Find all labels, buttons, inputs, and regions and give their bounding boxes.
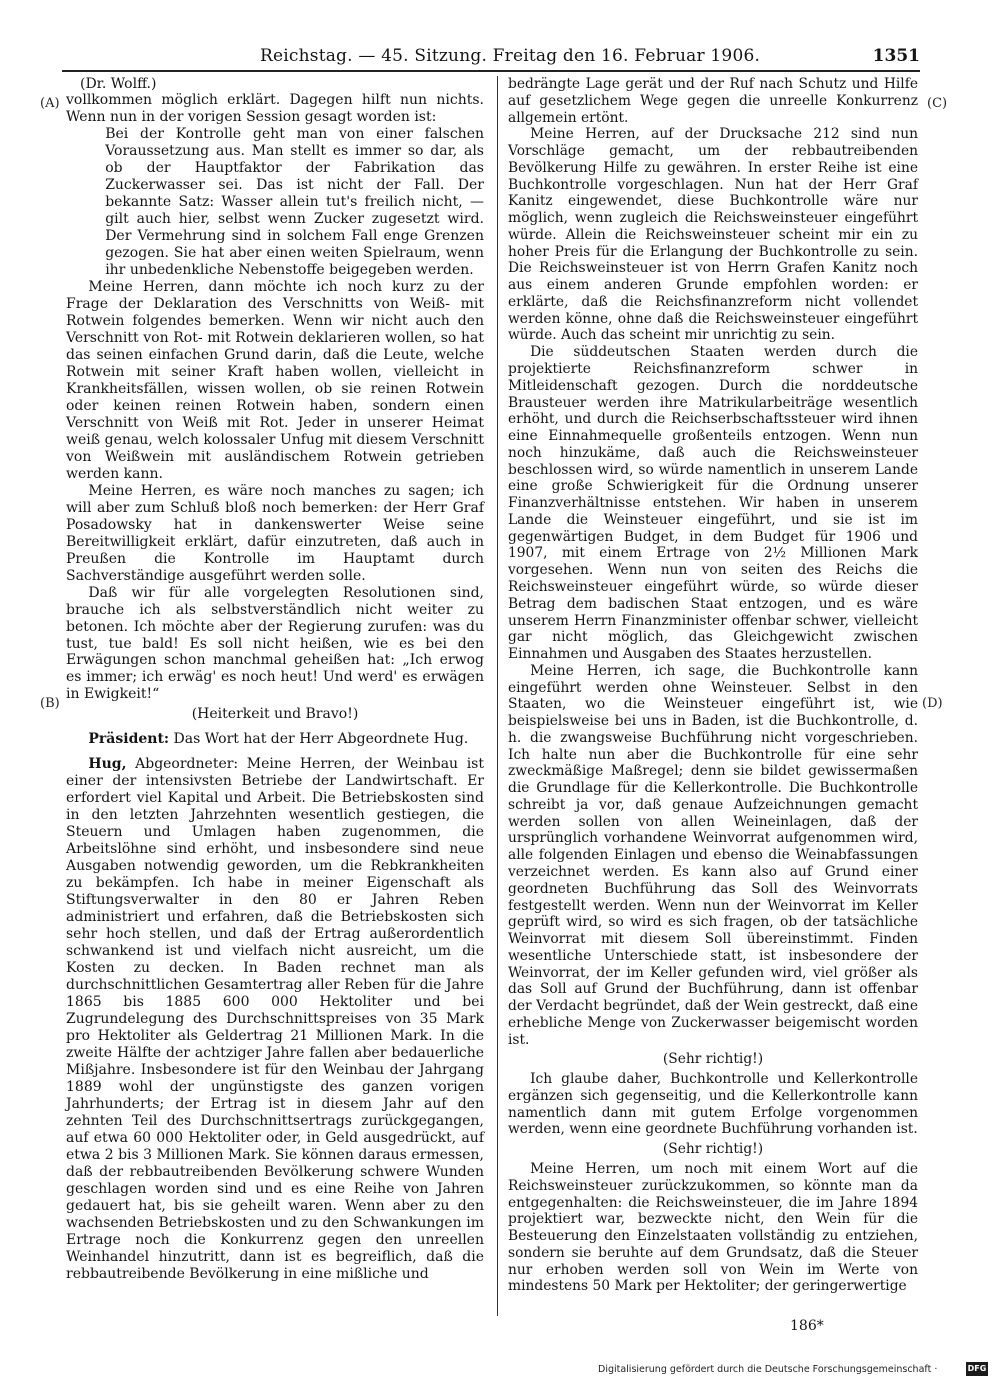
paragraph-text: Das Wort hat der Herr Abgeordnete Hug. [169,731,469,748]
margin-mark-a: (A) [40,96,60,111]
right-paragraphs [508,76,918,1295]
margin-mark-d: (D) [922,696,943,711]
margin-mark-b: (B) [40,696,60,711]
paragraph-text: (Sehr richtig!) [662,1141,764,1158]
right-column-paragraph [508,76,918,126]
speaker-name: Hug, [88,756,127,773]
paragraph-text: Meine Herren, es wäre noch manches zu sagen; ich will aber zum Schluß bloß noch bemerken: der Herr Graf Posadowsky hat in dankenswerter Weise seine Bereitwilligkeit erklärt, dafür einzutreten, daß auch in Preußen die Kontrolle im Hauptamt durch Sachverständige ausgeführt werden solle. [66,482,484,584]
left-paragraphs [66,92,484,1283]
paragraph-text: vollkommen möglich erklärt. Dagegen hilft nun nichts. Wenn nun in der vorigen Session gesagt worden ist: [66,92,484,125]
paragraph-text: Meine Herren, ich sage, die Buchkontrolle kann eingeführt werden ohne Weinsteuer. Selbst in den Staaten, wo die Weinsteuer eingeführt ist, wie beispielsweise bei uns in Baden, ist die Buchkontrolle, d. h. die zwangsweise Buchführung nicht vorgeschrieben. Ich halte nun aber die Buchkontrolle für eine sehr zweckmäßige Maßregel; denn sie bildet gewissermaßen die Grundlage für die Kellerkontrolle. Die Buchkontrolle schreibt ja vor, daß genaue Aufzeichnungen gemacht werden sollen von allen Weineinlagen, daß der ursprünglich vorhandene Weinvorrat aufgenommen wird, alle folgenden Einlagen und ebenso die Weinabfassungen verzeichnet werden. Es kann also auf Grund einer geordneten Buchführung das Soll des Weinvorrats festgestellt werden. Wenn nun der Weinvorrat im Keller geprüft wird, so wird es sich fragen, ob der tatsächliche Weinvorrat mit diesem Soll übereinstimmt. Finden wesentliche Unterschiede statt, ist insbesondere der Weinvorrat, der im Keller gefunden wird, viel größer als das Soll auf Grund der Buchführung, dann ist offenbar der Verdacht begründet, daß der Wein gestreckt, daß eine erhebliche Menge von Zuckerwasser beigemischt worden ist. [508,662,918,1048]
paragraph-text: bedrängte Lage gerät und der Ruf nach Schutz und Hilfe auf gesetzlichem Wege gegen die unreelle Konkurrenz allgemein ertönt. [508,76,918,126]
paragraph-text: Meine Herren, auf der Drucksache 212 sind nun Vorschläge gemacht, um der rebbautreibenden Bevölkerung Hilfe zu gewähren. In erster Reihe ist eine Buchkontrolle vorgeschlagen. Nun hat der Herr Graf Kanitz eingewendet, diese Buchkontrolle wäre nur möglich, wenn zugleich die Reichsweinsteuer eingeführt würde. Allein die Reichsweinsteuer scheint mir ein zu hoher Preis für die Erlangung der Buchkontrolle zu sein. Die Reichsweinsteuer ist von Herrn Grafen Kanitz noch aus einem anderen Grunde empfohlen worden: er erklärte, daß die Reichsfinanzreform nicht vollendet werden könne, ohne daß die Reichsweinsteuer eingeführt würde. Auch das scheint mir unrichtig zu sein. [508,126,918,344]
paragraph-text: Ich glaube daher, Buchkontrolle und Kellerkontrolle ergänzen sich gegenseitig, und die Kellerkontrolle kann namentlich dann mit gutem Erfolge vorgenommen werden, wenn eine geordnete Buchführung vorhanden ist. [508,1071,918,1138]
speaker-tag: (Dr. Wolff.) [80,76,157,92]
paragraph-text: Meine Herren, um noch mit einem Wort auf die Reichsweinsteuer zurückzukommen, so könnte man da entgegenhalten: die Reichsweinsteuer, die im Jahre 1894 projektiert war, bezweckte nicht, den Wein für die Besteuerung den Einzelstaaten vollständig zu entziehen, sondern sie beruhte auf dem Grundsatz, daß die Steuer nur erhoben werden soll von Wein im Werte von mindestens 50 Mark per Hektoliter; der geringerwertige [508,1161,918,1295]
right-column-paragraph [508,1071,918,1138]
right-column-paragraph [508,344,918,663]
signature-mark: 186* [790,1318,824,1334]
left-column-paragraph [66,92,484,126]
left-column-paragraph [66,756,484,1283]
right-column-paragraph [508,1051,918,1068]
margin-mark-c: (C) [927,96,948,111]
left-column-paragraph [66,585,484,704]
right-column-paragraph [508,663,918,1049]
left-column-paragraph [66,706,484,723]
page-header [60,46,920,72]
column-divider [497,76,498,1316]
left-column-paragraph [66,279,484,483]
speaker-name: Präsident: [88,731,170,748]
left-column-paragraph [66,483,484,585]
right-column-paragraph [508,126,918,344]
left-column [66,76,484,1283]
right-column-paragraph [508,1161,918,1295]
paragraph-text: Bei der Kontrolle geht man von einer falschen Voraussetzung aus. Man stellt es immer so dar, als ob der Hauptfaktor der Fabrikation das Zuckerwasser sei. Das ist nicht der Fall. Der bekannte Satz: Wasser allein tut's freilich nicht, — gilt auch hier, selbst wenn Zucker zugesetzt wird. Der Vermehrung sind in solchem Fall enge Grenzen gezogen. Sie hat aber einen weiten Spielraum, wenn ihr unbedenkliche Nebenstoffe beigegeben werden. [105,125,484,278]
running-title: Reichstag. — 45. Sitzung. Freitag den 16. Februar 1906. [260,46,761,66]
left-column-paragraph [66,731,484,748]
dfg-logo-icon: DFG [966,1362,988,1376]
left-column-paragraph [105,126,484,279]
paragraph-text: (Heiterkeit und Bravo!) [191,706,359,723]
header-rule [62,70,920,72]
right-column-paragraph [508,1141,918,1158]
page-number: 1351 [872,46,920,66]
footer-credit: Digitalisierung gefördert durch die Deutsche Forschungsgemeinschaft · [598,1364,938,1375]
paragraph-text: Abgeordneter: Meine Herren, der Weinbau ist einer der intensivsten Betriebe der Landwirtschaft. Er erfordert viel Kapital und Arbeit. Die Betriebskosten sind in den letzten Jahrzehnten wesentlich gestiegen, die Steuern und Umlagen haben zugenommen, die Arbeitslöhne sind erhöht, und insbesondere sind neue Ausgaben notwendig geworden, um die Rebkrankheiten zu bekämpfen. Ich habe in meiner Eigenschaft als Stiftungsverwalter in den 80 er Jahren Reben administriert und erfahren, daß die Betriebskosten sich sehr hoch stellen, und daß der Ertrag außerordentlich schwankend ist und vielfach nicht ausreicht, um die Kosten zu decken. In Baden rechnet man als durchschnittlichen Gesamtertrag aller Reben für die Jahre 1865 bis 1885 600 000 Hektoliter und bei Zugrundelegung des Durchschnittspreises von 35 Mark pro Hektoliter als Geldertrag 21 Millionen Mark. In die zweite Hälfte der achtziger Jahre fallen aber bedauerliche Mißjahre. Insbesondere ist für den Weinbau der Jahrgang 1889 wohl der ungünstigste des ganzen vorigen Jahrhunderts; der Ertrag ist in diesem Jahr auf den zehnten Teil des Durchschnittsertrags zurückgegangen, auf etwa 60 000 Hektoliter oder, in Geld ausgedrückt, auf etwa 2 bis 3 Millionen Mark. Sie können daraus ermessen, daß der rebbautreibenden Bevölkerung schwere Wunden geschlagen worden sind und es eine Reihe von Jahren gedauert hat, bis sie geheilt waren. Wenn aber zu den wachsenden Betriebskosten und zu den Schwankungen im Ertrage noch die Konkurrenz gegen den unreellen Weinhandel hinzutritt, dann ist es begreiflich, daß die rebbautreibende Bevölkerung in eine mißliche und [66,756,484,1282]
paragraph-text: Die süddeutschen Staaten werden durch die projektierte Reichsfinanzreform schwer in Mitleidenschaft gezogen. Durch die norddeutsche Brausteuer werden ihre Matrikularbeiträge wesentlich erhöht, und durch die Reichserbschaftssteuer wird ihnen eine Einnahmequelle großenteils entzogen. Wenn nun noch hinzukäme, daß auch die Reichsweinsteuer beschlossen wird, so würde namentlich in unserem Lande eine große Schwierigkeit für die Ordnung unserer Finanzverhältnisse entstehen. Wir haben in unserem Lande die Weinsteuer eingeführt, und sie ist im gegenwärtigen Budget, in dem Budget für 1906 und 1907, mit einem Ertrage von 2½ Millionen Mark vorgesehen. Wenn nun von seiten des Reichs die Reichsweinsteuer eingeführt würde, so würde dieser Betrag dem badischen Staat entzogen, und es wäre unserem Herrn Finanzminister offenbar schwer, vielleicht gar nicht möglich, das Gleichgewicht zwischen Einnahmen und Ausgaben des Staates herzustellen. [508,344,918,663]
paragraph-text: (Sehr richtig!) [662,1051,764,1068]
paragraph-text: Daß wir für alle vorgelegten Resolutionen sind, brauche ich als selbstverständlich nicht weiter zu betonen. Ich möchte aber der Regierung zurufen: was du tust, tue bald! Es soll nicht heißen, wie es bei den Erwägungen schon manchmal geheißen hat: „Ich erwog es immer; ich erwäg' es noch heut! Und werd' es erwägen in Ewigkeit!“ [66,584,484,703]
right-column [508,76,918,1295]
paragraph-text: Meine Herren, dann möchte ich noch kurz zu der Frage der Deklaration des Verschnitts von Weiß- mit Rotwein folgendes bemerken. Wenn wir nicht auch den Verschnitt von Rot- mit Rotwein deklarieren wollen, so hat das seinen einfachen Grund darin, daß die Leute, welche Rotwein mit seiner Kraft haben wollen, vielleicht in Krankheitsfällen, wissen wollen, ob sie reinen Rotwein oder keinen reinen Rotwein haben, sondern einen Verschnitt von Weiß mit Rot. Jeder in unserer Heimat weiß genau, welch kolossaler Unfug mit diesem Verschnitt von Weißwein mit ausländischem Rotwein getrieben werden kann. [66,278,484,482]
